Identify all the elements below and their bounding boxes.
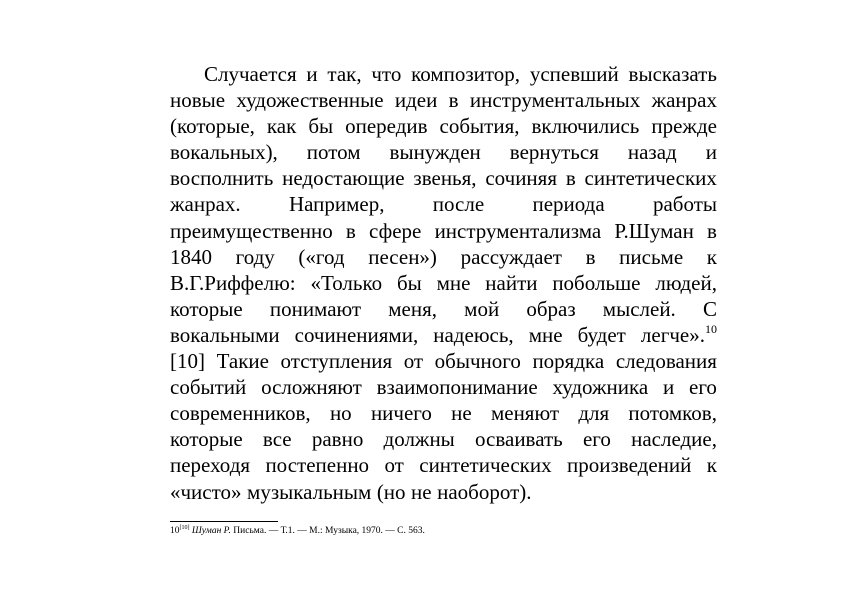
word: к xyxy=(706,244,717,269)
paragraph-line xyxy=(170,218,717,244)
paragraph-line xyxy=(170,165,717,191)
word: в xyxy=(565,166,576,191)
word: как xyxy=(266,114,297,139)
word: музыкальным xyxy=(247,479,372,504)
word: опередив xyxy=(345,114,428,139)
word: будет xyxy=(577,322,626,347)
word: прежде xyxy=(651,114,717,139)
paragraph-line xyxy=(170,113,717,139)
word: событий xyxy=(170,375,247,400)
word: бы xyxy=(308,114,334,139)
word: потомков, xyxy=(628,401,717,426)
word: и xyxy=(662,375,675,400)
word: успевший xyxy=(529,62,619,86)
word: легче». xyxy=(640,322,705,347)
paragraph-line xyxy=(170,348,717,374)
paragraph-line xyxy=(170,296,717,322)
word: 1840 xyxy=(170,244,212,269)
word: побольше xyxy=(552,270,641,295)
word: и xyxy=(705,140,717,165)
word: вокальными xyxy=(170,322,280,347)
word: высказать xyxy=(628,62,717,86)
word: найти xyxy=(485,270,538,295)
word: постепенно xyxy=(265,453,370,478)
footnote-citation: Письма. — Т.1. — М.: Музыка, 1970. — С. 563. xyxy=(230,526,425,536)
word: Р.Шуман xyxy=(614,218,694,243)
word: восполнить xyxy=(170,166,274,191)
word: произведений xyxy=(567,453,692,478)
word: следования xyxy=(615,349,717,374)
word: что xyxy=(371,62,402,86)
word: в xyxy=(707,218,717,243)
word: (которые, xyxy=(170,114,255,139)
word: осваивать xyxy=(475,427,563,452)
paragraph-line xyxy=(170,374,717,400)
word: письме xyxy=(619,244,684,269)
word: назад xyxy=(627,140,677,165)
word: бы xyxy=(396,270,422,295)
word: сфере xyxy=(369,218,422,243)
word: потом xyxy=(306,140,361,165)
word: после xyxy=(432,192,485,217)
word: но xyxy=(329,401,352,426)
word: наследие, xyxy=(631,427,717,452)
word: звенья, xyxy=(413,166,477,191)
word: понимают xyxy=(269,296,362,321)
word: которые xyxy=(170,296,243,321)
footnote-reference[interactable]: 10 xyxy=(704,321,717,336)
footnote-separator xyxy=(170,521,278,522)
paragraph-line xyxy=(170,400,717,426)
paragraph-line xyxy=(170,479,717,505)
word: ничего xyxy=(370,401,432,426)
word: новые xyxy=(170,88,226,113)
word: Такие xyxy=(216,349,269,374)
word: инструментальных xyxy=(469,88,641,113)
word: включились xyxy=(531,114,640,139)
word: переходя xyxy=(170,453,251,478)
word: и xyxy=(306,62,318,86)
word: работы xyxy=(652,192,717,217)
word: современников, xyxy=(170,401,311,426)
word-with-footnote xyxy=(641,322,717,348)
word: («год xyxy=(298,244,345,269)
word: надеюсь, xyxy=(433,322,514,347)
word: так, xyxy=(327,62,362,86)
word: осложняют xyxy=(261,375,362,400)
word: вокальных), xyxy=(170,140,278,165)
word: [10] xyxy=(170,349,205,374)
word: С xyxy=(702,296,717,321)
paragraph-line xyxy=(170,191,717,217)
word: в xyxy=(345,218,356,243)
word: в xyxy=(585,244,596,269)
word: художественные xyxy=(236,88,384,113)
word: мой xyxy=(464,296,500,321)
word: инструментализма xyxy=(434,218,602,243)
paragraph-line xyxy=(170,322,717,348)
word: взаимопонимание xyxy=(376,375,538,400)
word: композитор, xyxy=(411,62,521,86)
word: художника xyxy=(552,375,649,400)
word: мне xyxy=(528,322,563,347)
paragraph-line xyxy=(170,139,717,165)
paragraph-line xyxy=(170,61,717,87)
word: его xyxy=(582,427,611,452)
word: для xyxy=(578,401,610,426)
word: от xyxy=(403,349,424,374)
word: меня, xyxy=(388,296,438,321)
paragraph-line xyxy=(170,270,717,296)
word: синтетических xyxy=(584,166,717,191)
word: недостающие xyxy=(282,166,405,191)
word: от xyxy=(384,453,404,478)
word: «чисто» xyxy=(170,479,242,504)
word: жанрах xyxy=(651,88,717,113)
word: порядка xyxy=(532,349,605,374)
word: Например, xyxy=(288,192,385,217)
word: к xyxy=(706,453,717,478)
word: его xyxy=(689,375,717,400)
word: (но xyxy=(376,479,406,504)
paragraph-line xyxy=(170,244,717,270)
word: вынужден xyxy=(389,140,481,165)
word: рассуждает xyxy=(460,244,562,269)
word: обычного xyxy=(434,349,521,374)
word: не xyxy=(411,479,432,504)
word: людей, xyxy=(655,270,717,295)
body-paragraph xyxy=(170,61,717,505)
word: Случается xyxy=(204,62,297,86)
word: сочиняя xyxy=(485,166,557,191)
word: идеи xyxy=(394,88,438,113)
word: В.Г.Риффелю: xyxy=(170,270,296,295)
word: песен») xyxy=(368,244,437,269)
word: образ xyxy=(526,296,576,321)
footnote-author: Шуман Р. xyxy=(191,526,231,536)
paragraph-line xyxy=(170,426,717,452)
word: мыслей. xyxy=(602,296,676,321)
word: отступления xyxy=(280,349,393,374)
word: вернуться xyxy=(509,140,599,165)
word: меняют xyxy=(490,401,560,426)
word: наоборот). xyxy=(437,479,532,504)
word: сочинениями, xyxy=(294,322,419,347)
footnote xyxy=(170,525,425,537)
word: события, xyxy=(439,114,520,139)
word: периода xyxy=(532,192,605,217)
word: мне xyxy=(436,270,471,295)
word: которые xyxy=(170,427,243,452)
word: году xyxy=(235,244,275,269)
word: равно xyxy=(311,427,364,452)
word: синтетических xyxy=(419,453,552,478)
word: не xyxy=(451,401,472,426)
word: все xyxy=(262,427,292,452)
word: жанрах. xyxy=(170,192,241,217)
word: «Только xyxy=(310,270,383,295)
word: преимущественно xyxy=(170,218,333,243)
footnote-number: 10[10] xyxy=(170,525,190,536)
word: в xyxy=(448,88,459,113)
paragraph-line xyxy=(170,87,717,113)
paragraph-line xyxy=(170,452,717,478)
word: должны xyxy=(383,427,455,452)
